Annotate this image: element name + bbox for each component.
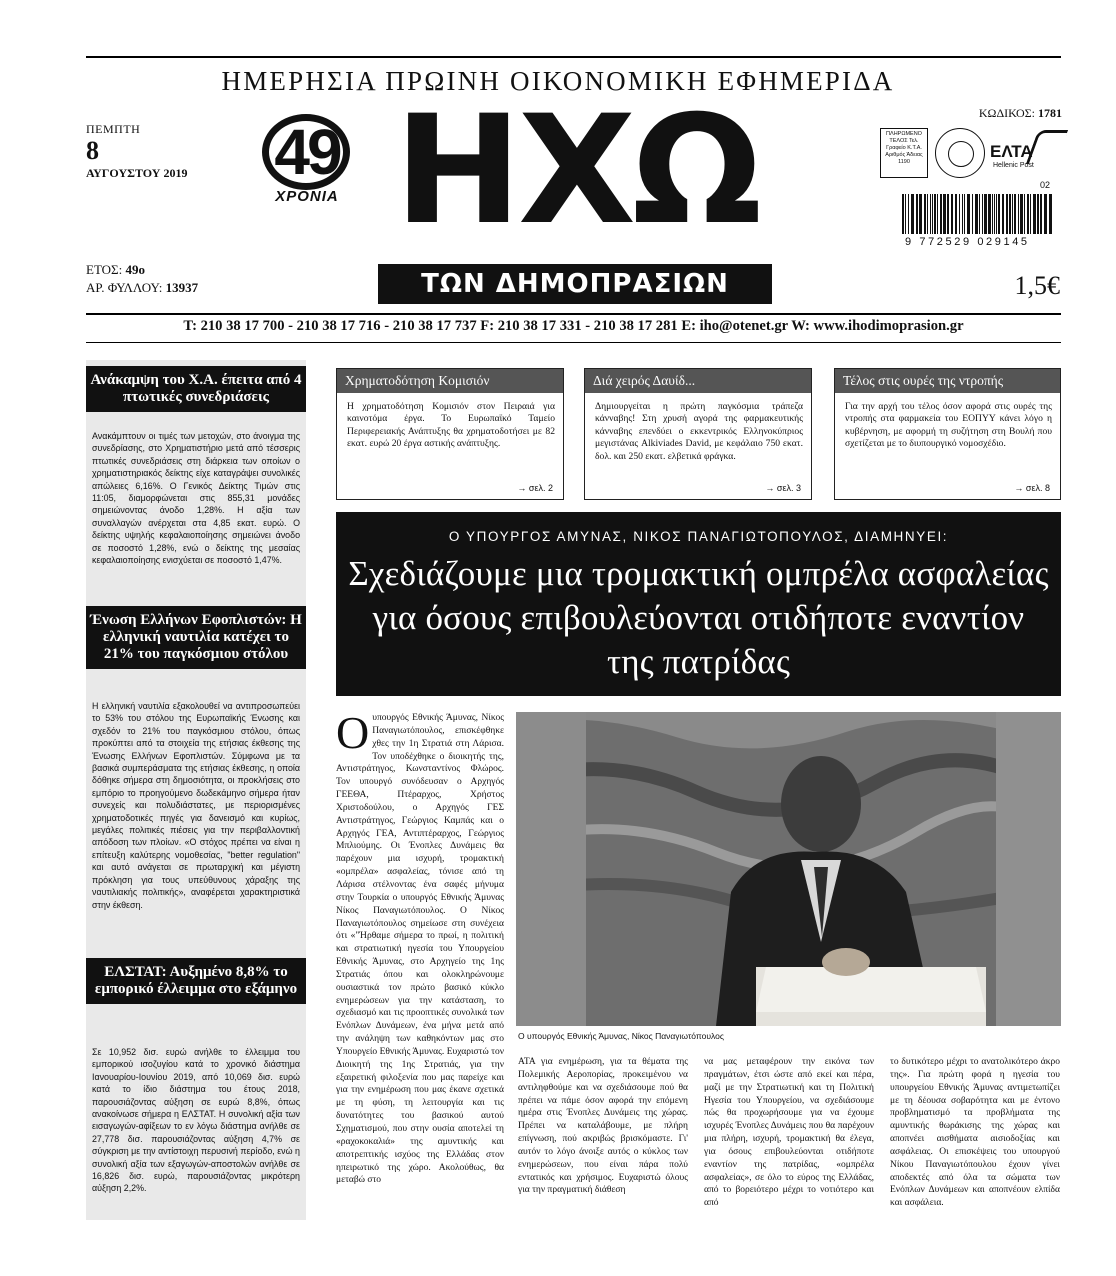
barcode-bar: [1002, 194, 1004, 234]
barcode-bar: [1049, 194, 1052, 234]
lead-headline-band: [336, 512, 1061, 696]
contact-bottom-rule: [86, 342, 1061, 343]
barcode-bar: [943, 194, 946, 234]
barcode-bar: [1037, 194, 1039, 234]
teaser-page-ref[interactable]: → σελ. 8: [1014, 483, 1050, 493]
teaser-text: Η χρηματοδότηση Κομισιόν στον Πειραιά για καινοτόμα έργα. Το Ευρωπαϊκό Ταμείο Περιφερειακής Ανάπτυξης θα χρηματοδοτήσει με 82 εκατ. ευρώ 20 έργα αστικής ανάπτυξης.: [347, 401, 555, 450]
hermes-icon: [1026, 130, 1068, 164]
barcode-bar: [1040, 194, 1042, 234]
barcode-bar: [1012, 194, 1013, 234]
barcode-bar: [996, 194, 997, 234]
drop-cap: Ο: [336, 707, 370, 758]
barcode-bar: [975, 194, 978, 234]
postage-stamp: ΠΛΗΡΩΜΕΝΟ ΤΕΛΟΣ Τελ. Γραφείο Κ.Τ.Α. Αριθμός Άδειας 1190: [880, 128, 928, 178]
teaser-text: Για την αρχή του τέλος όσον αφορά στις ουρές της ντροπής στα φαρμακεία του ΕΟΠΥΥ κάνει λόγο η κυβέρνηση, με αφορμή τη συζήτηση στη Βουλή που σχετίζεται με το διυπουργικό νομοσχέδιο.: [845, 401, 1052, 450]
year-label: ΕΤΟΣ:: [86, 262, 123, 277]
teaser-title: Χρηματοδότηση Κομισιόν: [337, 369, 563, 393]
barcode-icon: [900, 194, 1055, 234]
barcode-bar: [998, 194, 1000, 234]
barcode-bar: [967, 194, 970, 234]
barcode-digits: 9 772529 029145: [905, 236, 1030, 248]
day-number: 8: [86, 136, 99, 165]
lead-kicker: Ο ΥΠΟΥΡΓΟΣ ΑΜΥΝΑΣ, ΝΙΚΟΣ ΠΑΝΑΓΙΩΤΟΠΟΥΛΟΣ, ΔΙΑΜΗΝΥΕΙ:: [448, 529, 949, 544]
barcode-bar: [908, 194, 909, 234]
barcode-bar: [916, 194, 918, 234]
barcode-bar: [994, 194, 995, 234]
teaser-title: Διά χειρός Δαυίδ...: [585, 369, 811, 393]
teaser-text: Δημιουργείται η πρώτη παγκόσμια τράπεζα κάνναβης! Στη χρυσή αγορά της φαρμακευτικής κάνναβης επενδύει ο εκκεντρικός Ελληνοκύπριος μεγιστάνας Alkiviades David, με κεφάλαιο 750 εκατ. δολ. και 250 εκατ. ελβετικά φράγκα.: [595, 401, 803, 462]
lead-column-3: να μας μεταφέρουν την εικόνα των πραγμάτων, έτσι ώστε από εκεί και πέρα, μαζί με την Στρατιωτική και τη Πολιτική Ηγεσία του Υπουργείου, να σχεδιάσουμε πώς θα προχωρήσουμε για να έχουμε ισχυρές Ένοπλες Δυνάμεις που θα παρέχουν μια πλήρη, ισχυρή, τρομακτική θα έλεγα, για όσους επιβουλεύονται οτιδήποτε εναντίον της πατρίδας, «ομπρέλα ασφαλείας», σε όλο το εύρος της Ελλάδας, από το βορειότερο μέχρι το νοτιότερο και από: [704, 1057, 874, 1209]
teaser-box[interactable]: [834, 368, 1061, 500]
contact-line: Τ: 210 38 17 700 - 210 38 17 716 - 210 38 17 737 F: 210 38 17 331 - 210 38 17 281 E: iho@otenet.gr W: www.ihodimoprasion.gr: [183, 318, 964, 334]
sidebar-headline: Ανάκαμψη του Χ.Α. έπειτα από 4 πτωτικές συνεδριάσεις: [86, 366, 306, 412]
month-year: ΑΥΓΟΥΣΤΟΥ 2019: [86, 166, 188, 180]
barcode-bar: [1024, 194, 1025, 234]
code-value: 1781: [1038, 106, 1062, 120]
anniversary-label: ΧΡΟΝΙΑ: [275, 188, 339, 205]
lead-column-2: ΑΤΑ για ενημέρωση, για τα θέματα της Πολεμικής Αεροπορίας, προκειμένου να αντιληφθούμε και να σχεδιάσουμε πού θα πρέπει να πάμε όσον αφορά την επόμενη ημέρα στις Ένοπλες Δυνάμεις της χώρας. Πρέπει να καταλάβουμε, με πλήρη επίγνωση, πού ακριβώς βρισκόμαστε. Γι' αυτόν το λόγο άνοιξε αυτός ο κύκλος των ενημερώσεων, που είναι πάρα πολύ εντατικός και χρήσιμος. Ευχαριστώ όλους για την πραγματική διάθεση: [518, 1057, 688, 1196]
barcode-bar: [959, 194, 960, 234]
barcode-bar: [1009, 194, 1011, 234]
barcode-issue: 02: [1040, 180, 1051, 190]
teaser-page-ref[interactable]: → σελ. 3: [765, 483, 801, 493]
product-code: [979, 106, 1062, 121]
price: 1,5€: [1014, 271, 1060, 300]
sidebar-story-text: Η ελληνική ναυτιλία εξακολουθεί να αντιπροσωπεύει το 53% του στόλου της Ευρωπαϊκής Ένωσης και σχεδόν το 21% του παγκόσμιου στόλου, όπως προκύπτει από τα στοιχεία της ετήσιας έκθεσης της Ένωσης Ελλήνων Εφοπλιστών. Σύμφωνα με τα βασικά συμπεράσματα της ετήσιας έκθεσης, η οποία δόθηκε σήμερα στη δημοσιότητα, οι προκλήσεις στο εμπόριο το προηγούμενο δωδεκάμηνο σήμερα ήταν συνεχείς και πολυδιάστατες, με περιορισμένες χρηματοδοτικές πηγές για δανεισμό και κυρίως, μεγάλες πολιτικές πιέσεις για την περιβαλλοντική απόδοση των πλοίων. «Ο στόχος πρέπει να είναι η επίτευξη καλύτερης νομοθεσίας, "better regulation" και αυτό ανάγεται σε πρωταρχική και μέγιστη πρόκληση για τους υπεύθυνους χάραξης της ναυτιλιακής πολιτικής», αναφέρεται χαρακτηριστικά στην έκθεση.: [92, 701, 300, 910]
barcode-bar: [1020, 194, 1023, 234]
year-volume: [86, 262, 145, 278]
seal-icon: [935, 128, 985, 178]
issue-number: [86, 280, 198, 296]
newspaper-title: ΗΧΩ: [394, 84, 758, 258]
barcode-bar: [1027, 194, 1029, 234]
barcode-bar: [988, 194, 991, 234]
sidebar-story-text: Ανακάμπτουν οι τιμές των μετοχών, στο άνοιγμα της συνεδρίασης, στο Χρηματιστήριο μετά από τέσσερις πτωτικές συνεδριάσεις στη διάρκεια των οποίων ο χρηματιστηριακός δείκτης είχε καταγράψει συνολικές απώλειες 6,16%. Ο Γενικός Δείκτης Τιμών στις 11:05, διαμορφώνεται στις 855,31 μονάδες σημειώνοντας άνοδο 1,28%. Η αξία των συναλλαγών ανέρχεται στα 4,85 εκατ. ευρώ. Ο δείκτης υψηλής κεφαλαιοποίησης σημειώνει άνοδο σε ποσοστό 1,28%, ενώ ο δείκτης της μεσαίας κεφαλαιοποίησης ενισχύεται σε ποσοστό 1,47%.: [92, 431, 300, 566]
barcode-bar: [979, 194, 980, 234]
barcode-bar: [924, 194, 926, 234]
masthead-tagline: ΗΜΕΡΗΣΙΑ ΠΡΩΙΝΗ ΟΙΚΟΝΟΜΙΚΗ ΕΦΗΜΕΡΙΔΑ: [221, 66, 895, 96]
contact-top-rule: [86, 313, 1061, 315]
lead-column-1-text: υπουργός Εθνικής Άμυνας, Νίκος Παναγιωτόπουλος, επισκέφθηκε χθες την 1η Στρατιά στη Λάρισα. Τον υποδέχθηκε ο διοικητής της, Αντιστράτηγος, Κωνσταντίνος Φλώρος. Τον υπουργό συνόδευσαν ο Αρχηγός ΓΕΕΘΑ, Πτέραρχος, Χρήστος Χριστοδούλου, ο Αρχηγός ΓΕΣ Αντιστράτηγος, Γεώργιος Καμπάς και ο Αρχηγός ΓΕΑ, Αντιπτέραρχος, Γεώργιος Μπλιούμης. Οι Ένοπλες Δυνάμεις θα παρέχουν μια ισχυρή, τρομακτική «ομπρέλα» ασφαλείας, τόνισε από τη Λάρισα στέλνοντας ένα σαφές μήνυμα στην Τουρκία ο υπουργός Εθνικής Άμυνας Νίκος Παναγιωτόπουλος. Ο Νίκος Παναγιωτόπουλος σημείωσε στη συνέχεια ότι «"Ήρθαμε σήμερα το πρωί, η πολιτική και στρατιωτική ηγεσία του Υπουργείου Εθνικής Άμυνας, στο Αρχηγείο της 1ης Στρατιάς όπου και ολοκληρώνουμε ουσιαστικά τον πρώτο βασικό κύκλο ενημερώσεων για την κατάσταση, το σχεδιασμό και τις προοπτικές συνολικά των Ενόπλων Δυνάμεων, ένα μήνα μετά από την ανάληψη των καθηκόντων μας στο Υπουργείο Εθνικής Άμυνας. Ευχαριστώ τον Διοικητή της 1ης Στρατιάς, για την εξαιρετική φιλοξενία που μας παρείχε και για την ενημέρωση που μας έκανε σχετικά με τη φύση, τη λειτουργία και τις δυνατότητες του βασικού αυτού Σχηματισμού, που στην ουσία αποτελεί τη «ραχοκοκαλιά» της αμυντικής και αποτρεπτικής ισχύος της Ελλάδας στον ηπειρωτικό της χώρο. Ακολούθως, θα μεταβώ στο: [336, 713, 504, 1186]
issue-value: 13937: [165, 280, 199, 295]
barcode-bar: [1006, 194, 1008, 234]
barcode-bar: [1030, 194, 1031, 234]
minister-photo: [516, 712, 1061, 1026]
newspaper-subtitle: ΤΩΝ ΔΗΜΟΠΡΑΣΙΩΝ: [378, 264, 772, 304]
barcode-bar: [905, 194, 906, 234]
barcode-bar: [992, 194, 993, 234]
day-name: ΠΕΜΠΤΗ: [86, 122, 141, 136]
elta-subtitle: Hellenic Post: [993, 162, 1034, 169]
photo-caption: Ο υπουργός Εθνικής Άμυνας, Νίκος Παναγιωτόπουλος: [518, 1031, 724, 1041]
lead-column-1: [336, 707, 504, 1187]
lead-headline: Σχεδιάζουμε μια τρομακτική ομπρέλα ασφαλείας για όσους επιβουλεύονται οτιδήποτε εναντίον της πατρίδας: [348, 554, 1049, 681]
barcode-bar: [984, 194, 987, 234]
barcode-bar: [947, 194, 949, 234]
barcode-bar: [940, 194, 942, 234]
elta-logo: ΕΛΤΑ: [990, 142, 1033, 161]
barcode-bar: [962, 194, 963, 234]
anniversary-logo: [252, 112, 362, 212]
barcode-bar: [1044, 194, 1047, 234]
barcode-bar: [919, 194, 922, 234]
year-value: 49ο: [125, 262, 145, 277]
barcode-bar: [937, 194, 938, 234]
barcode-bar: [932, 194, 933, 234]
barcode-bar: [927, 194, 928, 234]
barcode-bar: [930, 194, 931, 234]
issue-label: ΑΡ. ΦΥΛΛΟΥ:: [86, 280, 163, 295]
barcode-bar: [1033, 194, 1036, 234]
lead-column-4: το δυτικότερο μέχρι το ανατολικότερο άκρο της». Για πρώτη φορά η ηγεσία του υπουργείου Εθνικής Άμυνας αντιμετωπίζει με τη δέουσα σοβαρότητα και με έντονο προβληματισμό τα προβλήματα της αμυντικής θωράκισης της χώρας και αποπνέει αισθήματα αισιοδοξίας και ασφάλειας. Οι επισκέψεις του υπουργού Νίκου Παναγιωτόπουλου έχουν γίνει αποδεκτές από όλα τα σώματα των Ενόπλων Δυνάμεων και αποπνέουν ελπίδα και ασφάλεια.: [890, 1057, 1060, 1209]
barcode-bar: [982, 194, 983, 234]
teaser-box[interactable]: [336, 368, 564, 500]
sidebar-headline: Ένωση Ελλήνων Εφοπλιστών: Η ελληνική ναυτιλία κατέχει το 21% του παγκόσμιου στόλου: [86, 606, 306, 669]
barcode-bar: [951, 194, 953, 234]
sidebar-headline: ΕΛΣΤΑΤ: Αυξημένο 8,8% το εμπορικό έλλειμμα στο εξάμηνο: [86, 958, 306, 1004]
teaser-title: Τέλος στις ουρές της ντροπής: [835, 369, 1060, 393]
barcode-bar: [972, 194, 973, 234]
teaser-box[interactable]: [584, 368, 812, 500]
sidebar-story-text: Σε 10,952 δισ. ευρώ ανήλθε το έλλειμμα του εμπορικού ισοζυγίου κατά το χρονικό διάστημα Ιανουαρίου-Ιουνίου 2019, από 10,069 δισ. ευρώ κατά το ίδιο διάστημα του έτους 2018, παρουσιάζοντας αύξηση σε ευρώ 8,8%, όπως ανακοίνωσε σήμερα η ΕΛΣΤΑΤ. Η συνολική αξία των εισαγωγών-αφίξεων το εν λόγω διάστημα ανήλθε σε 27,778 δισ. παρουσιάζοντας αύξηση 4,7% σε σύγκριση με την αντίστοιχη περυσινή περίοδο, ενώ η συνολική αξία των εξαγωγών-αποστολών ανήλθε σε 16,826 δισ. ευρώ, παρουσιάζοντας μικρότερη αύξηση 2,2%.: [92, 1047, 300, 1194]
barcode-bar: [934, 194, 936, 234]
barcode-bar: [902, 194, 904, 234]
anniversary-number: 49: [274, 116, 340, 188]
code-label: ΚΩΔΙΚΟΣ:: [978, 106, 1035, 120]
barcode-bar: [1014, 194, 1016, 234]
barcode-bar: [955, 194, 957, 234]
teaser-page-ref[interactable]: → σελ. 2: [517, 483, 553, 493]
barcode-bar: [911, 194, 914, 234]
barcode-bar: [1018, 194, 1019, 234]
top-rule: [86, 56, 1061, 58]
barcode-bar: [964, 194, 965, 234]
